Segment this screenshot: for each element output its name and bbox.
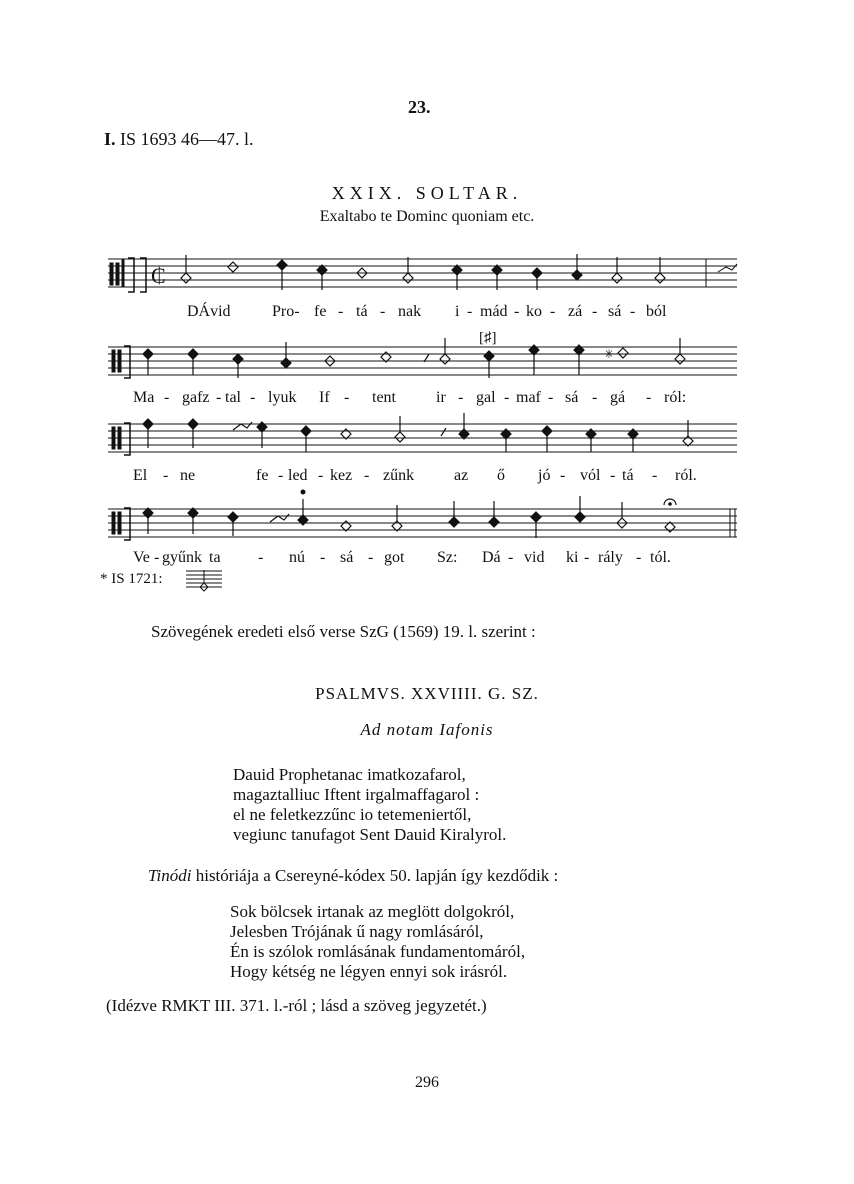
syllable: vid [524,549,545,566]
syllable: - [514,303,520,320]
syllable: - [364,467,370,484]
syllable: - [258,549,264,566]
syllable: nak [398,303,422,320]
syllable: El [133,467,148,484]
syllable: Sz: [437,549,458,566]
syllable: - [380,303,386,320]
tinodi-note [148,866,558,886]
lyric-line-2 [0,389,854,411]
syllable: Ma [133,389,155,406]
source-text: IS 1693 46—47. l. [120,129,254,149]
variant-staff [186,570,222,591]
tinodi-text: históriája a Csereyné-kódex 50. lapján így kezdődik : [191,866,559,885]
syllable: - [560,467,566,484]
syllable: - [592,303,598,320]
syllable: az [454,467,469,484]
syllable: ból [646,303,667,320]
staff-2 [108,330,737,378]
syllable: - [467,303,473,320]
psalmus-heading: PSALMVS. XXVIIII. G. SZ. [315,684,539,703]
original-text-note: Szövegének eredeti első verse SzG (1569) 19. l. szerint : [151,622,536,641]
syllable: - [636,549,642,566]
svg-text:[♯]: [♯] [479,330,497,346]
syllable: maf [516,389,541,406]
syllable: vól [580,467,601,484]
syllable: tent [372,389,396,406]
syllable: i [455,303,460,320]
verse-line: vegiunc tanufagot Sent Dauid Kiralyrol. [233,825,507,844]
verse-tinodi [230,902,525,982]
syllable: sá [565,389,579,406]
syllable: nú [289,549,305,566]
syllable: rály [598,549,623,566]
syllable: tá [356,303,368,320]
syllable: - [504,389,510,406]
staff-3 [108,413,737,455]
lyric-line-4 [0,549,854,571]
syllable: ko [526,303,542,320]
syllable: Dá [482,549,501,566]
syllable: - [548,389,554,406]
citation: (Idézve RMKT III. 371. l.-ról ; lásd a szöveg jegyzetét.) [106,996,487,1015]
staff-1 [108,254,737,292]
verse-line: Hogy kétség ne légyen ennyi sok irásról. [230,962,508,981]
syllable: kez [330,467,353,484]
syllable: - [163,467,169,484]
syllable: lyuk [268,389,297,406]
syllable: sá [608,303,622,320]
source-prefix: I. [104,129,116,149]
syllable: fe [256,467,269,484]
syllable: - [610,467,616,484]
lyric-line-3 [0,467,854,489]
syllable: - [250,389,256,406]
syllable: - [646,389,652,406]
verse-line: magaztalliuc Iftent irgalmaffagarol : [233,785,480,804]
syllable: gal [476,389,496,406]
ad-notam-line: Ad notam Iafonis [360,720,494,739]
syllable: - [508,549,514,566]
syllable: - [550,303,556,320]
verse-line: el ne feletkezzűnc io tetemeniertől, [233,805,472,824]
svg-text:✳: ✳ [604,347,615,361]
syllable: - [584,549,590,566]
syllable: jó [538,467,551,484]
variant-note: * IS 1721: [100,571,163,587]
verse-original [233,765,506,845]
syllable: zá [568,303,583,320]
syllable: tá [622,467,634,484]
syllable: - [338,303,344,320]
verse-line: Én is szólok romlásának fundamentomáról, [230,942,526,961]
syllable: - [278,467,284,484]
syllable: ról. [675,467,697,484]
syllable: - [216,389,222,406]
verse-line: Dauid Prophetanac imatkozafarol, [233,765,466,784]
page-number: 296 [415,1074,439,1091]
syllable: got [384,549,405,566]
syllable: gafz [182,389,210,406]
syllable: ról: [664,389,687,406]
syllable: Ve [133,549,150,566]
syllable: sá [340,549,354,566]
syllable: - [164,389,170,406]
syllable: - [652,467,658,484]
syllable: - [344,389,350,406]
syllable: tól. [650,549,671,566]
syllable: mád [480,303,508,320]
syllable: - [154,549,160,566]
syllable: - [592,389,598,406]
latin-incipit: Exaltabo te Dominc quoniam etc. [319,208,535,225]
item-number: 23. [408,97,431,117]
syllable: led [288,467,308,484]
syllable: zűnk [383,467,415,484]
verse-line: Jelesben Trójának ű nagy romlásáról, [230,922,484,941]
syllable: If [319,389,330,406]
syllable: ir [436,389,446,406]
svg-text:₵: ₵ [151,263,166,288]
syllable: - [368,549,374,566]
syllable: - [458,389,464,406]
syllable: - [318,467,324,484]
syllable: ne [180,467,196,484]
syllable: - [630,303,636,320]
staff-4 [108,490,737,540]
tinodi-name: Tinódi [148,866,192,885]
syllable: fe [314,303,327,320]
syllable: gyűnk [162,549,202,566]
syllable: tal [225,389,241,406]
syllable: - [320,549,326,566]
syllable: ő [497,467,505,484]
syllable: DÁvid [187,303,231,320]
syllable: ta [209,549,221,566]
syllable: Pro- [272,303,300,320]
syllable: ki [566,549,579,566]
verse-line: Sok bölcsek irtanak az meglött dolgokról, [230,902,515,921]
syllable: gá [610,389,626,406]
lyric-line-1 [0,303,854,325]
psalm-title: XXIX. SOLTAR. [331,183,523,203]
